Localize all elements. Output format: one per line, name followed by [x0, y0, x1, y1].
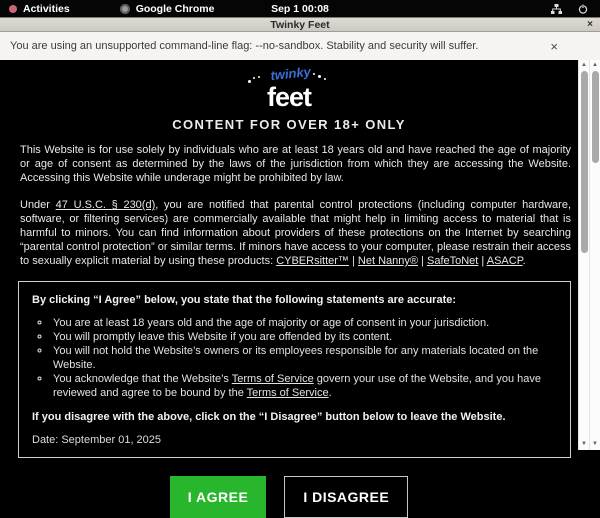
- outer-scrollbar[interactable]: [589, 60, 600, 450]
- terms-of-service-link[interactable]: Terms of Service: [231, 373, 314, 385]
- paragraph-age-statement: [20, 143, 571, 185]
- link-separator: |: [418, 255, 427, 267]
- i-agree-button[interactable]: I AGREE: [170, 476, 267, 518]
- page-title: CONTENT FOR OVER 18+ ONLY: [172, 117, 406, 132]
- app-menu-label: Google Chrome: [135, 2, 215, 15]
- scrollbar-thumb[interactable]: [581, 71, 588, 253]
- scroll-down-icon[interactable]: ▼: [592, 441, 598, 447]
- i-disagree-button[interactable]: I DISAGREE: [284, 476, 408, 518]
- agreement-item: ◦ You are at least 18 years old and the age of majority or age of consent in your jurisdiction.: [51, 316, 557, 330]
- logo-toe-dot: [318, 75, 321, 78]
- scroll-up-icon[interactable]: ▲: [592, 62, 598, 68]
- statute-link[interactable]: 47 U.S.C. § 230(d): [55, 199, 156, 211]
- logo-word-feet: feet: [266, 82, 312, 112]
- infobar-message: You are using an unsupported command-line flag: --no-sandbox. Stability and security will suffer.: [10, 40, 479, 52]
- agreement-item: ◦ You will not hold the Website’s owners or its employees responsible for any materials located on the Website.: [51, 344, 557, 372]
- disagree-note: If you disagree with the above, click on the “I Disagree” button below to leave the Website.: [32, 411, 506, 423]
- agreement-item-terms: [51, 372, 557, 400]
- agreement-box: [18, 281, 571, 458]
- page-content: [0, 63, 578, 518]
- window-close-icon[interactable]: ×: [587, 19, 593, 30]
- consent-buttons: [0, 476, 578, 518]
- link-separator: |: [348, 255, 358, 267]
- agreement-text: You acknowledge that the Website’s: [53, 373, 232, 385]
- logo-toe-dot: [258, 76, 260, 78]
- scrollbar-area: [578, 60, 600, 450]
- paragraph-text: , you are notified that parental control protections (including computer hardware, software, or filtering services) are commercially available that might help in limiting access to material that is harmful to minors. You can find information about providers of these protections on the Internet by searching “parental control protection” or similar terms. If minors have access to your computer, please restrain their access to sexually explicit material by using these products:: [20, 199, 571, 267]
- clock[interactable]: Sep 1 00:08: [271, 2, 329, 15]
- product-link-asacp[interactable]: ASACP: [486, 255, 523, 267]
- logo-word-twinky: twinky: [269, 63, 312, 84]
- link-separator: |: [478, 255, 487, 267]
- product-link-cybersitter[interactable]: CYBERsitter™: [276, 255, 349, 267]
- chrome-infobar: [0, 32, 600, 60]
- site-logo[interactable]: [234, 63, 344, 112]
- agreement-text: govern your use of the Website, and you have reviewed and agree to be bound by the: [53, 373, 541, 399]
- infobar-close-icon[interactable]: ×: [550, 38, 558, 54]
- terms-of-service-link[interactable]: Terms of Service: [246, 387, 329, 399]
- date-line: Date: September 01, 2025: [32, 434, 162, 446]
- system-top-bar: [0, 0, 600, 17]
- window-title-bar[interactable]: [0, 17, 600, 32]
- product-link-netnanny[interactable]: Net Nanny®: [357, 255, 418, 267]
- product-link-safetonet[interactable]: SafeToNet: [426, 255, 479, 267]
- paragraph-text: This Website is for use solely by individuals who are at least 18 years old and have reached the age of majority or age of consent as determined by the laws of the jurisdiction from which they are accessing the Website. Accessing this Website while underage might be prohibited by law.: [20, 144, 571, 184]
- agreement-list: [32, 316, 557, 400]
- scroll-up-icon[interactable]: ▲: [581, 62, 587, 68]
- inner-scrollbar[interactable]: [578, 60, 589, 450]
- scroll-down-icon[interactable]: ▼: [581, 441, 587, 447]
- logo-toe-dot: [313, 73, 315, 75]
- paragraph-text: .: [522, 255, 526, 267]
- window-title: Twinky Feet: [270, 18, 330, 31]
- agreement-intro: By clicking “I Agree” below, you state that the following statements are accurate:: [32, 294, 457, 306]
- agreement-text: .: [328, 387, 332, 399]
- paragraph-text: Under: [20, 199, 56, 211]
- paragraph-parental-controls: [20, 198, 571, 268]
- logo-toe-dot: [253, 77, 255, 79]
- logo-toe-dot: [248, 80, 251, 83]
- agreement-item: ◦ You will promptly leave this Website if you are offended by its content.: [51, 330, 557, 344]
- scrollbar-thumb[interactable]: [592, 71, 599, 163]
- browser-viewport: [0, 60, 600, 505]
- activities-label: Activities: [23, 2, 70, 15]
- logo-toe-dot: [324, 78, 326, 80]
